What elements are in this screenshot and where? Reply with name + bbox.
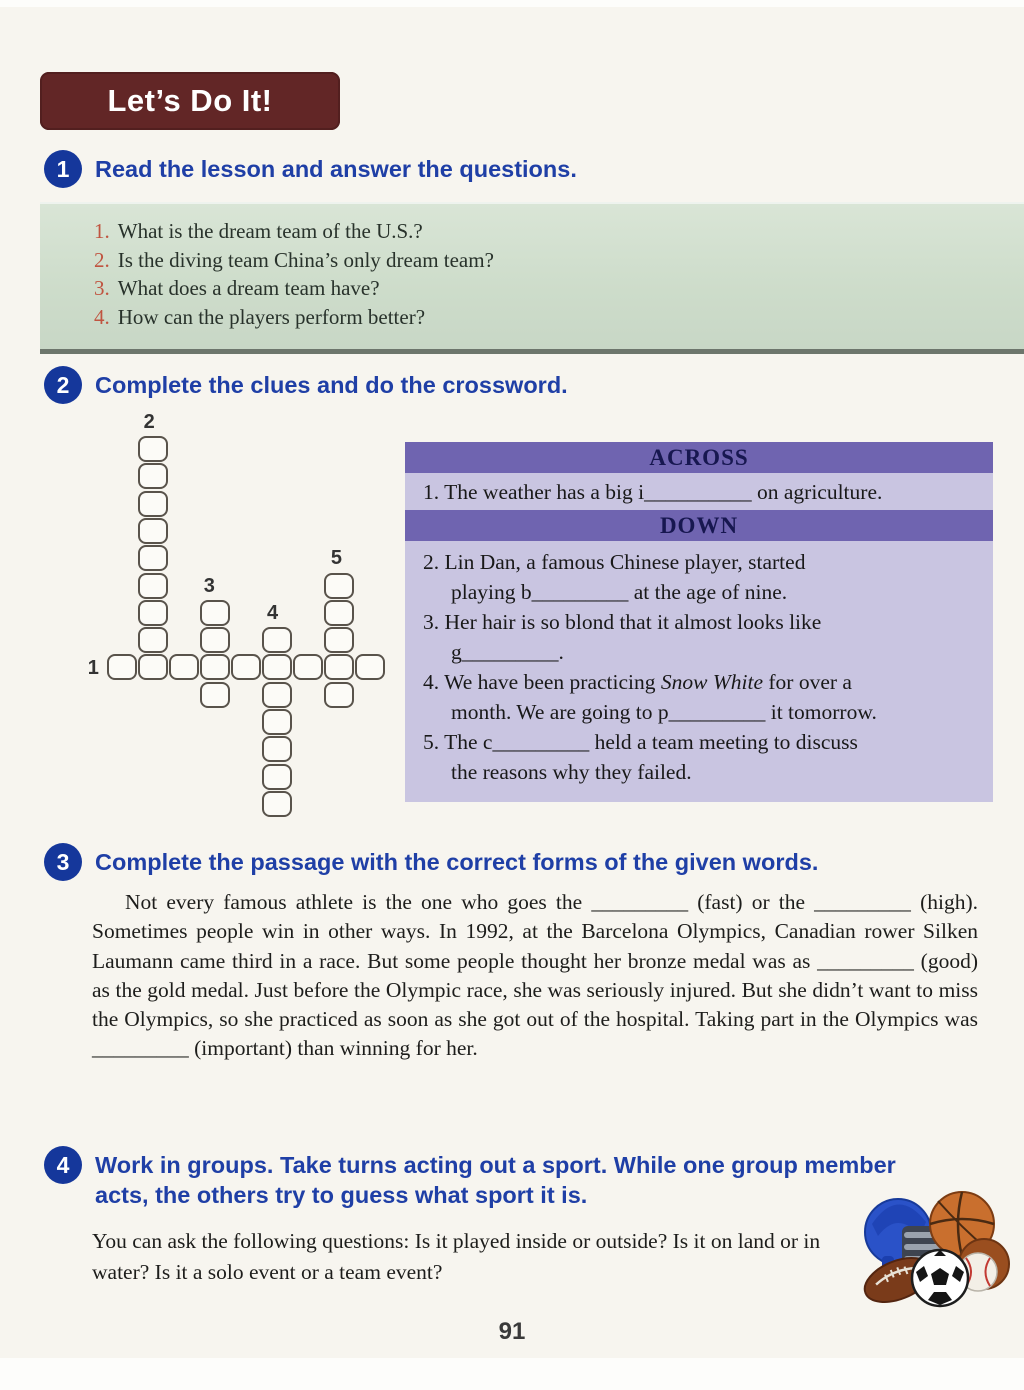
- crossword-cell[interactable]: [138, 627, 168, 653]
- page-number: 91: [498, 1318, 526, 1345]
- clue-text: The c_________ held a team meeting to discuss: [444, 730, 858, 754]
- crossword-cell[interactable]: [138, 491, 168, 517]
- questions-box: [40, 202, 1024, 354]
- question-text: Is the diving team China’s only dream team?: [117, 247, 494, 272]
- sports-equipment-illustration: [858, 1184, 1010, 1312]
- section-1-heading: [44, 150, 964, 188]
- crossword-cell[interactable]: [324, 682, 354, 708]
- across-clue-1: [413, 473, 987, 510]
- crossword-cell[interactable]: [138, 654, 168, 680]
- question-number: 3.: [94, 276, 110, 300]
- clue-text-continued: playing b_________ at the age of nine.: [451, 580, 788, 604]
- clue-number: 1.: [423, 480, 440, 504]
- crossword-cell[interactable]: [324, 627, 354, 653]
- section-4-number-badge: 4: [44, 1146, 82, 1184]
- crossword-number-label: 4: [266, 601, 279, 624]
- section-1-number-badge: 1: [44, 150, 82, 188]
- section-1-title: Read the lesson and answer the questions.: [95, 156, 577, 182]
- crossword-cell[interactable]: [262, 736, 292, 762]
- down-header: DOWN: [405, 510, 993, 541]
- section-4-body-text: You can ask the following questions: Is it played inside or outside? Is it on land or in water? Is it a solo event or a team event?: [92, 1229, 821, 1284]
- crossword-cell[interactable]: [262, 682, 292, 708]
- crossword-cell[interactable]: [324, 654, 354, 680]
- crossword-cell[interactable]: [107, 654, 137, 680]
- clue-text-continued: month. We are going to p_________ it tomorrow.: [451, 700, 877, 724]
- clue-number: 2.: [423, 550, 440, 574]
- crossword-cell[interactable]: [138, 600, 168, 626]
- across-header: ACROSS: [405, 442, 993, 473]
- crossword-cell[interactable]: [262, 709, 292, 735]
- question-item: [94, 303, 1024, 332]
- crossword-cell[interactable]: [355, 654, 385, 680]
- down-clue-4: [413, 667, 987, 727]
- crossword-cell[interactable]: [231, 654, 261, 680]
- section-2-title: Complete the clues and do the crossword.: [95, 372, 568, 398]
- crossword-number-label: 5: [330, 546, 342, 569]
- crossword-cell[interactable]: [138, 436, 168, 462]
- lets-do-it-banner: Let’s Do It!: [40, 72, 340, 130]
- section-4-heading: [44, 1146, 924, 1210]
- crossword-clues-panel: [405, 442, 993, 802]
- crossword-cell[interactable]: [138, 463, 168, 489]
- crossword-cell[interactable]: [169, 654, 199, 680]
- crossword-cell[interactable]: [262, 764, 292, 790]
- crossword-cell[interactable]: [138, 573, 168, 599]
- section-3-number-badge: 3: [44, 843, 82, 881]
- question-text: How can the players perform better?: [117, 304, 426, 329]
- section-2-number-badge: 2: [44, 366, 82, 404]
- crossword-cell[interactable]: [200, 600, 230, 626]
- crossword-number-label: 2: [143, 410, 155, 433]
- question-number: 4.: [94, 304, 110, 329]
- crossword-cell[interactable]: [262, 791, 292, 817]
- passage-text: Not every famous athlete is the one who goes the _________ (fast) or the _________ (high). Sometimes people win in other ways. In 1992, at the Barcelona Olympics, Canadian rower Silken Laumann came third in a race. But some people thought her bronze medal was as _________ (good) as the gold medal. Just before the Olympic race, she was seriously injured. But she didn’t want to miss the Olympics, so she practiced as soon as she got out of the hospital. Taking part in the Olympics was _________ (important) than winning for her.: [92, 890, 978, 1061]
- down-clues-list: [405, 541, 993, 787]
- question-text: What does a dream team have?: [117, 276, 380, 300]
- italic-title: Snow White: [660, 670, 763, 694]
- clue-number: 3.: [423, 610, 440, 634]
- clue-text: The weather has a big i__________ on agriculture.: [444, 480, 883, 504]
- question-item: [94, 246, 1024, 275]
- down-clue-3: [413, 607, 987, 667]
- crossword-cell[interactable]: [262, 627, 292, 653]
- crossword-cell[interactable]: [138, 545, 168, 571]
- page-top-margin: [0, 0, 1024, 7]
- clue-text: Her hair is so blond that it almost looks like: [444, 610, 822, 634]
- clue-number: 5.: [423, 730, 440, 754]
- down-clue-2: [413, 547, 987, 607]
- section-4-title: Work in groups. Take turns acting out a sport. While one group member acts, the others try to guess what sport it is.: [95, 1152, 896, 1208]
- question-text: What is the dream team of the U.S.?: [117, 219, 423, 243]
- crossword-cell[interactable]: [200, 627, 230, 653]
- question-item: [94, 274, 1024, 303]
- section-2-heading: [44, 366, 964, 404]
- question-number: 1.: [94, 219, 110, 243]
- clue-text-continued: the reasons why they failed.: [451, 760, 692, 784]
- crossword-cell[interactable]: [200, 682, 230, 708]
- crossword-grid: [83, 410, 413, 840]
- question-item: [94, 217, 1024, 246]
- crossword-number-label: 3: [203, 574, 215, 597]
- section-3-title: Complete the passage with the correct forms of the given words.: [95, 849, 819, 875]
- down-clue-5: [413, 727, 987, 787]
- question-number: 2.: [94, 247, 110, 272]
- crossword-cell[interactable]: [293, 654, 323, 680]
- clue-number: 4.: [423, 670, 440, 694]
- clue-text: We have been practicing Snow White for over a: [444, 670, 852, 694]
- page-bottom-margin: [0, 1358, 1024, 1390]
- soccer-ball-icon: [912, 1250, 968, 1306]
- clue-text: Lin Dan, a famous Chinese player, started: [444, 550, 806, 574]
- crossword-cell[interactable]: [262, 654, 292, 680]
- section-3-heading: [44, 843, 994, 881]
- crossword-cell[interactable]: [324, 573, 354, 599]
- crossword-cell[interactable]: [138, 518, 168, 544]
- crossword-cell[interactable]: [324, 600, 354, 626]
- crossword-cell[interactable]: [200, 654, 230, 680]
- clue-text-continued: g_________.: [451, 640, 564, 664]
- crossword-number-label: 1: [87, 656, 99, 679]
